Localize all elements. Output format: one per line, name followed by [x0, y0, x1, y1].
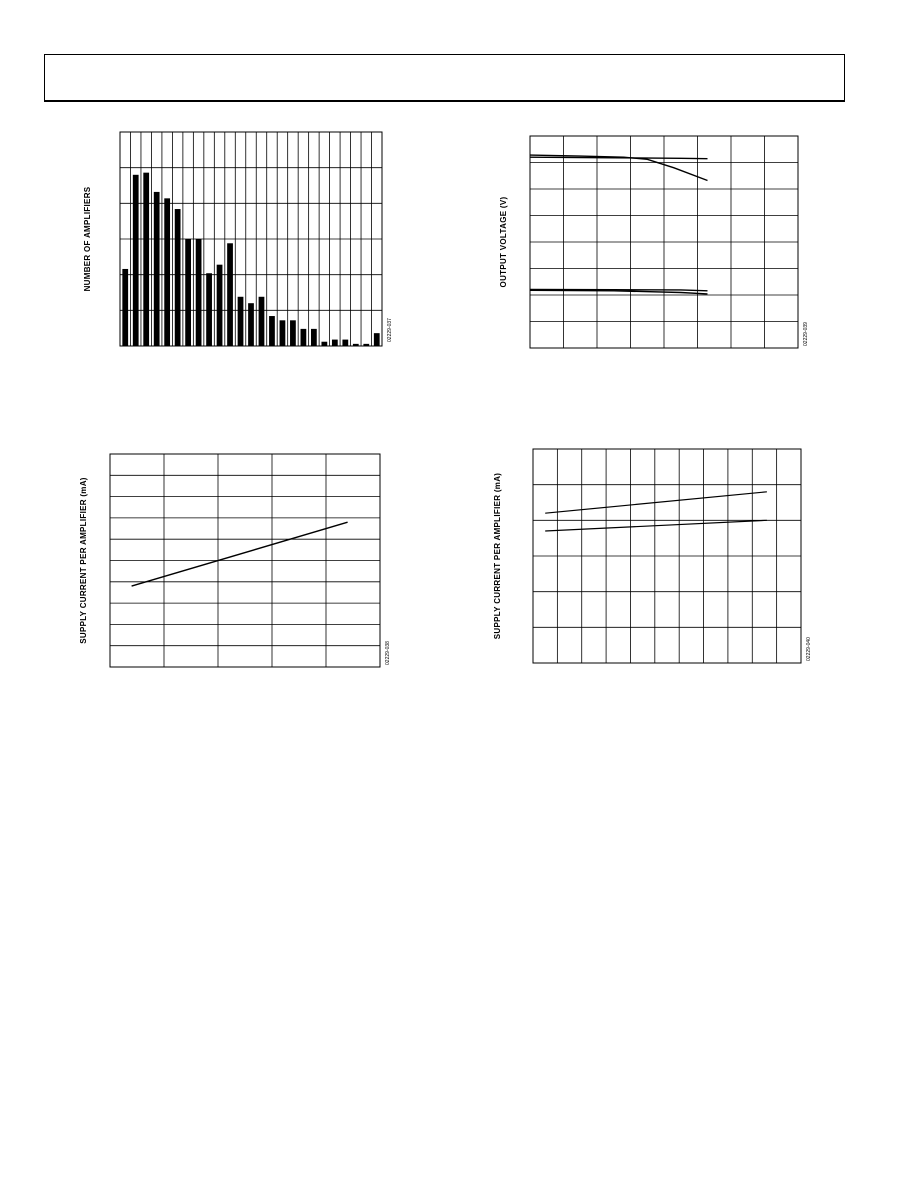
series-line [545, 520, 767, 531]
histogram-bar [164, 198, 170, 346]
histogram-bar [259, 297, 265, 346]
histogram-bar [290, 320, 296, 346]
histogram-bar [217, 265, 223, 346]
y-axis-label: SUPPLY CURRENT PER AMPLIFIER (mA) [493, 472, 502, 640]
histogram-bar [248, 303, 254, 346]
series-line [530, 157, 708, 159]
histogram-bar [280, 320, 286, 346]
figure-number: 02229-039 [803, 322, 809, 346]
figure-number: 02229-038 [385, 641, 391, 665]
histogram-plot [70, 124, 400, 354]
histogram-bar [374, 333, 380, 346]
series-line [530, 290, 708, 294]
histogram-bar [175, 209, 181, 346]
supply-current-plot-right [490, 440, 820, 676]
histogram-bar [269, 316, 275, 346]
y-axis-label: NUMBER OF AMPLIFIERS [83, 186, 92, 292]
histogram-bar [185, 239, 191, 346]
histogram-bar [353, 344, 359, 346]
histogram-chart [70, 124, 400, 354]
histogram-bar [206, 273, 212, 346]
histogram-bar [363, 344, 369, 346]
supply-current-chart-right [490, 440, 820, 676]
output-voltage-plot [490, 124, 820, 354]
figure-number: 02229-037 [387, 318, 393, 342]
supply-current-chart-left [70, 444, 400, 680]
y-axis-label: SUPPLY CURRENT PER AMPLIFIER (mA) [79, 477, 88, 644]
y-axis-label: OUTPUT VOLTAGE (V) [499, 196, 508, 288]
series-line [545, 492, 767, 513]
histogram-bar [321, 342, 327, 346]
histogram-bar [301, 329, 307, 346]
histogram-bar [342, 340, 348, 346]
histogram-bar [143, 173, 149, 346]
page-header-box [44, 54, 845, 102]
histogram-bar [122, 269, 128, 346]
figure-number: 02229-040 [806, 637, 812, 661]
supply-current-plot-left [70, 444, 400, 680]
histogram-bar [238, 297, 244, 346]
histogram-bar [227, 243, 233, 346]
histogram-bar [311, 329, 317, 346]
histogram-bar [133, 175, 139, 346]
histogram-bar [196, 239, 202, 346]
histogram-bar [332, 340, 338, 346]
histogram-bar [154, 192, 160, 346]
output-voltage-chart [490, 124, 820, 354]
